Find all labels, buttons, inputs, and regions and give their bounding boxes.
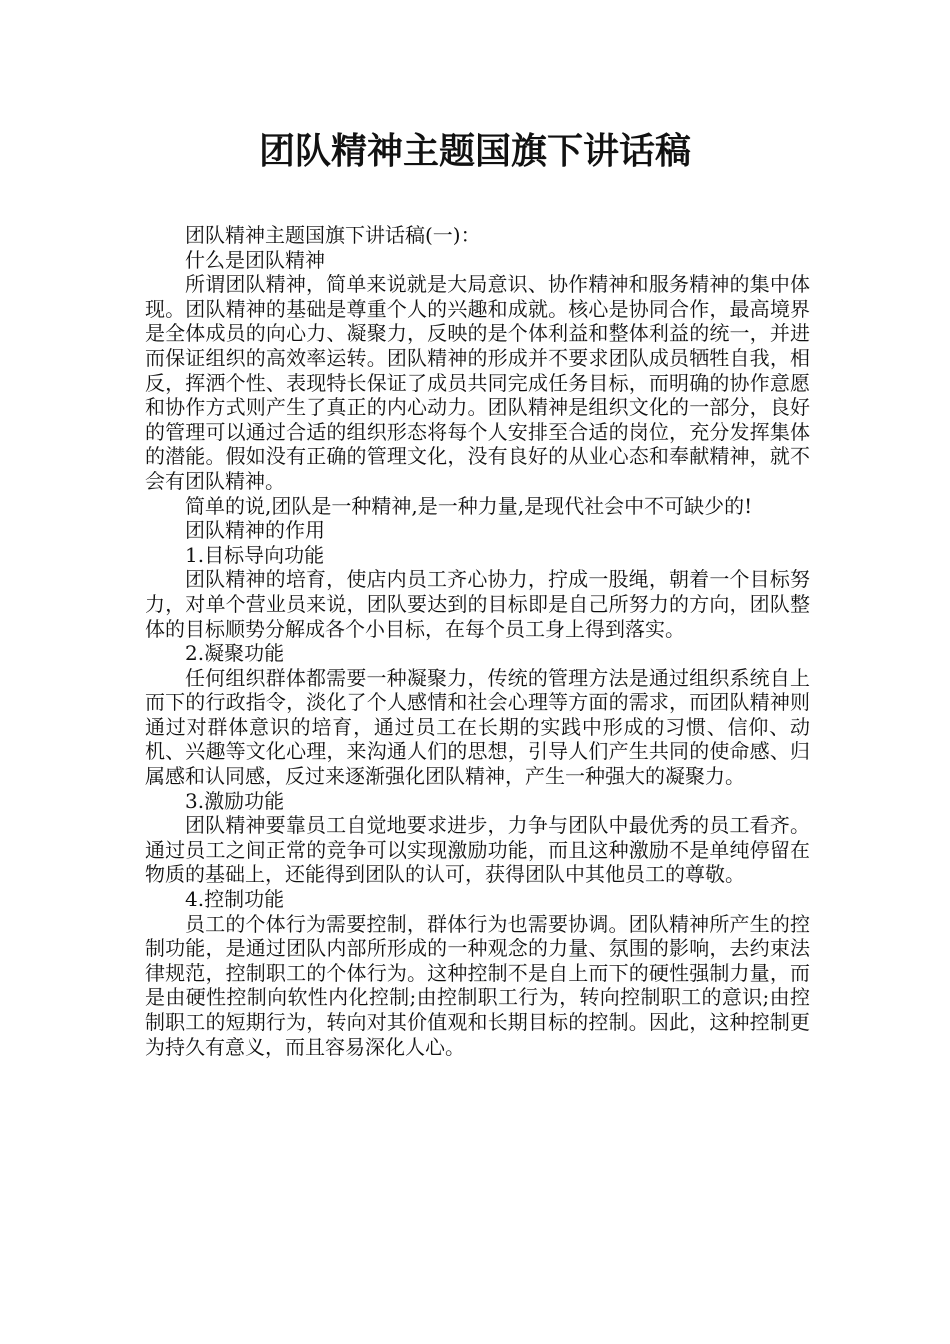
paragraph: 简单的说,团队是一种精神,是一种力量,是现代社会中不可缺少的! (185, 493, 753, 518)
subheading-goal-orientation: 1.目标导向功能 (185, 542, 325, 567)
subheading-cohesion: 2.凝聚功能 (185, 641, 285, 666)
subheading-motivation: 3.激励功能 (185, 788, 285, 813)
section-heading-what-is: 什么是团队精神 (185, 247, 325, 272)
document-title: 团队精神主题国旗下讲话稿 (258, 131, 691, 172)
paragraph: 所谓团队精神，简单来说就是大局意识、协作精神和服务精神的集中体现。团队精神的基础是尊重个人的兴趣和成就。核心是协同合作，最高境界是全体成员的向心力、凝聚力，反映的是个体利益和整体利益的统一，并进而保证组织的高效率运转。团队精神的形成并不要求团队成员牺牲自我，相反，挥洒个性、表现特长保证了成员共同完成任务目标，而明确的协作意愿和协作方式则产生了真正的内心动力。团队精神是组织文化的一部分，良好的管理可以通过合适的组织形态将每个人安排至合适的岗位，充分发挥集体的潜能。假如没有正确的管理文化，没有良好的从业心态和奉献精神，就不会有团队精神。 (145, 272, 810, 493)
subheading-control: 4.控制功能 (185, 887, 285, 912)
paragraph: 团队精神的培育，使店内员工齐心协力，拧成一股绳，朝着一个目标努力，对单个营业员来说，团队要达到的目标即是自己所努力的方向，团队整体的目标顺势分解成各个小目标，在每个员工身上得到落实。 (145, 567, 810, 641)
section-heading-functions: 团队精神的作用 (185, 518, 325, 543)
paragraph: 任何组织群体都需要一种凝聚力，传统的管理方法是通过组织系统自上而下的行政指令，淡化了个人感情和社会心理等方面的需求，而团队精神则通过对群体意识的培育，通过员工在长期的实践中形成的习惯、信仰、动机、兴趣等文化心理，来沟通人们的思想，引导人们产生共同的使命感、归属感和认同感，反过来逐渐强化团队精神，产生一种强大的凝聚力。 (145, 665, 810, 789)
document-body (145, 223, 810, 1059)
paragraph-subtitle: 团队精神主题国旗下讲话稿(一)： (185, 223, 481, 247)
paragraph: 员工的个体行为需要控制，群体行为也需要协调。团队精神所产生的控制功能，是通过团队内部所形成的一种观念的力量、氛围的影响，去约束法律规范，控制职工的个体行为。这种控制不是自上而下的硬性强制力量，而是由硬性控制向软性内化控制;由控制职工行为，转向控制职工的意识;由控制职工的短期行为，转向对其价值观和长期目标的控制。因此，这种控制更为持久有意义，而且容易深化人心。 (145, 911, 810, 1059)
paragraph: 团队精神要靠员工自觉地要求进步，力争与团队中最优秀的员工看齐。通过员工之间正常的竞争可以实现激励功能，而且这种激励不是单纯停留在物质的基础上，还能得到团队的认可，获得团队中其他员工的尊敬。 (145, 813, 810, 887)
